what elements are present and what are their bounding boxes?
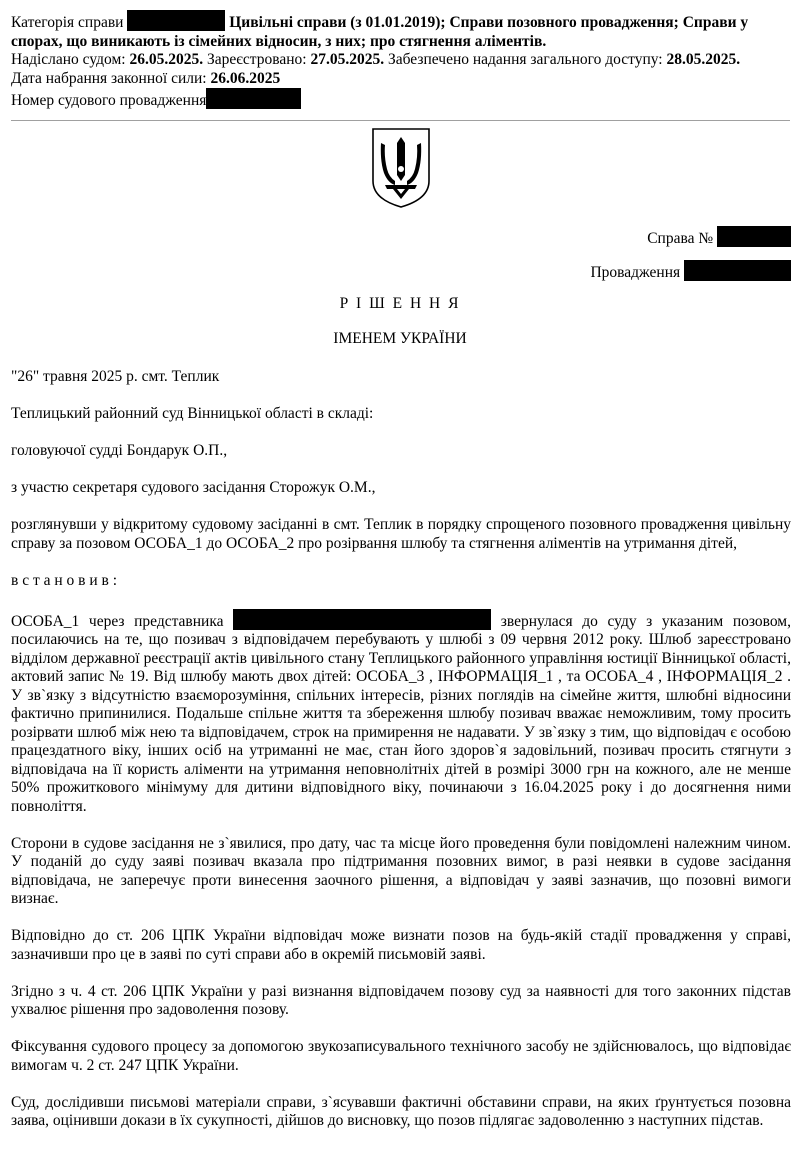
redacted-block (127, 10, 225, 31)
date-place-paragraph: "26" травня 2025 р. смт. Теплик (11, 368, 220, 385)
conclusion-paragraph: Суд, дослідивши письмові матеріали справи, з`ясувавши фактичні обставини справи, на яких ґрунтується позовна заява, оцінивши докази в їх сукупності, дійшов до висновку, що позов підлягає задоволенню з наступних підстав. (11, 1093, 791, 1129)
registered-label: Зареєстровано: (206, 51, 307, 68)
effective-date: 26.06.2025 (210, 69, 281, 87)
document-body (11, 368, 791, 1149)
redacted-block (233, 609, 491, 630)
redacted-block (684, 260, 791, 281)
secretary-paragraph: з участю секретаря судового засідання Сторожук О.М., (11, 479, 376, 496)
category-label: Категорія справи (11, 14, 124, 31)
sent-label: Надіслано судом: (11, 51, 126, 68)
judge-paragraph: головуючої судді Бондарук О.П., (11, 442, 228, 459)
document-subtitle: ІМЕНЕМ УКРАЇНИ (333, 330, 467, 347)
proceeding-number (590, 260, 791, 283)
case-intro-paragraph: розглянувши у відкритому судовому засіданні в смт. Теплик в порядку спрощеного позовного провадження цивільну справу за позовом ОСОБА_1 до ОСОБА_2 про розірвання шлюбу та стягнення аліментів на утримання дітей, (11, 516, 791, 552)
proceeding-label: Провадження (590, 264, 681, 281)
effective-date-line (11, 70, 791, 89)
case-number-label: Справа № (647, 230, 714, 247)
article-206-paragraph: Відповідно до ст. 206 ЦПК України відповідач може визнати позов на будь-якій стадії провадження у справі, зазначивши про це в заяві по суті справи або в окремій письмовій заяві. (11, 927, 791, 963)
document-metadata (11, 10, 791, 111)
public-access-date: 28.05.2025. (666, 51, 741, 68)
court-paragraph: Теплицький районний суд Вінницької області в складі: (11, 405, 374, 422)
parties-paragraph: Сторони в судове засідання не з`явилися, про дату, час та місце його проведення були повідомлені належним чином. У поданій до суду заяві позивач вказала про підтримання позовних вимог, в разі неявки в судове засідання відповідача, не заперечує проти винесення заочного рішення, а відповідач у заяві зазначив, що позовні вимоги визнає. (11, 834, 791, 907)
category-value: Цивільні справи (з 01.01.2019); Справи позовного провадження; Справи у спорах, що виникають із сімейних відносин, з них; про стягнення аліментів. (11, 14, 749, 50)
claim-start: ОСОБА_1 через представника (11, 612, 224, 630)
sent-date: 26.05.2025. (129, 51, 204, 68)
registered-date: 27.05.2025. (310, 51, 385, 68)
proceeding-number-label: Номер судового провадження (11, 92, 207, 109)
tryzub-coat-of-arms-icon (371, 127, 431, 209)
redacted-block (206, 88, 301, 109)
proceeding-number-line (11, 88, 791, 111)
claim-rest: звернулася до суду з указаним позовом, посилаючись на те, що позивач з відповідачем перебувають у шлюбі з 09 червня 2012 року. Шлюб зареєстровано відділом державної реєстрації актів цивільного стану Теплицького районного управління юстиції Вінницької області, актовий запис № 19. Від шлюбу мають двох дітей: ОСОБА_3 , ІНФОРМАЦІЯ_1 , та ОСОБА_4 , ІНФОРМАЦІЯ_2 . У зв`язку з відсутністю взаєморозуміння, спільних інтересів, різних поглядів на сімейне життя, шлюбні відносини фактично припинилися. Подальше спільне життя та збереження шлюбу позивач вважає неможливим, тому просить розірвати шлюб між нею та відповідачем, строк на примирення не надавати. У зв`язку з тим, що відповідач є особою працездатного віку, інших осіб на утриманні не має, стан його здоров`я задовільний, позивач просить стягнути з відповідача на її користь аліменти на утримання неповнолітніх дітей в розмірі 3000 грн на кожного, але не менше 50% прожиткового мінімуму для дитини відповідного віку, починаючи з 16.04.2025 року і до досягнення ними повноліття. (11, 612, 791, 815)
header-divider (11, 120, 790, 121)
redacted-block (717, 226, 791, 247)
public-access-label: Забезпечено надання загального доступу: (387, 51, 663, 68)
effective-label: Дата набрання законної сили: (11, 69, 207, 87)
dates-line (11, 51, 791, 70)
recording-paragraph: Фіксування судового процесу за допомогою звукозаписувального технічного засобу не здійснювалось, що відповідає вимогам ч. 2 ст. 247 ЦПК України. (11, 1038, 791, 1074)
category-line (11, 10, 791, 51)
case-number (647, 226, 791, 249)
claim-paragraph (11, 609, 791, 817)
established-heading: в с т а н о в и в : (11, 571, 118, 589)
article-206-part4-paragraph: Згідно з ч. 4 ст. 206 ЦПК України у разі визнання відповідачем позову суд за наявності для того законних підстав ухвалює рішення про задоволення позову. (11, 982, 791, 1018)
document-title: Р І Ш Е Н Н Я (339, 295, 461, 312)
